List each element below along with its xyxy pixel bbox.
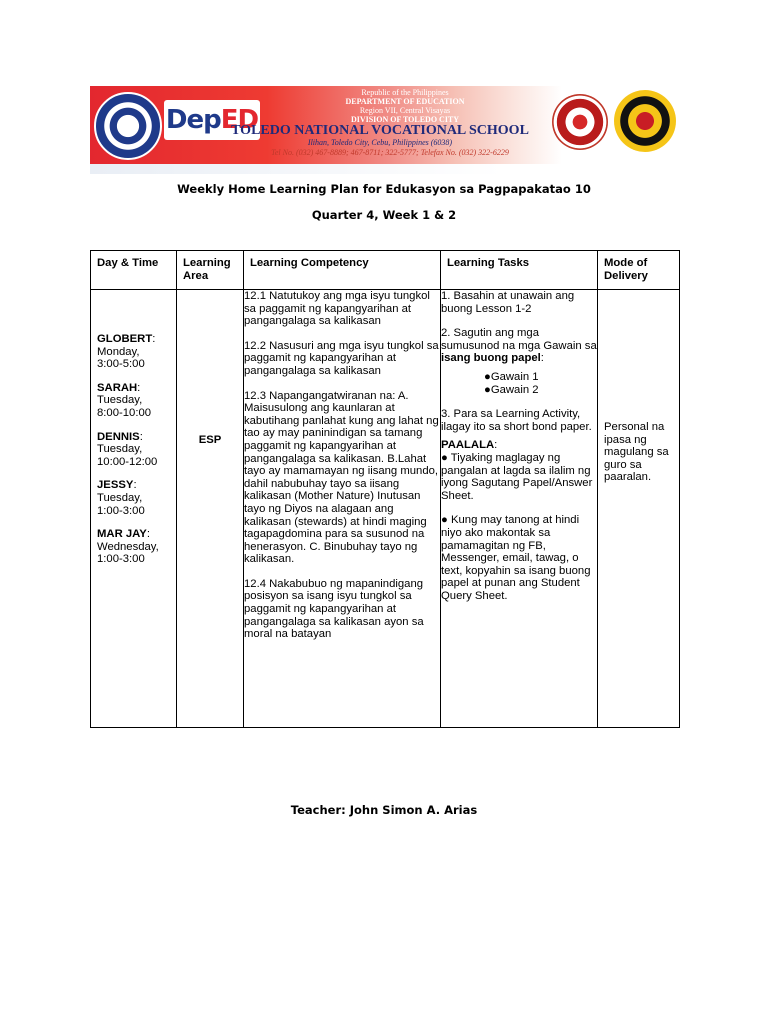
header-region: Region VII, Central Visayas (359, 106, 451, 115)
document-subtitle: Quarter 4, Week 1 & 2 (311, 208, 457, 222)
learning-area-cell: ESP (177, 290, 244, 728)
header-department: DEPARTMENT OF EDUCATION (345, 97, 465, 106)
schedule-entry: DENNIS: Tuesday, 10:00-12:00 (97, 430, 158, 468)
task-item: 1. Basahin at unawain ang buong Lesson 1-2 (441, 290, 575, 315)
school-seal-logo (552, 94, 608, 150)
schedule-entry: MAR JAY: Wednesday, 1:00-3:00 (97, 528, 159, 566)
table-header-row (91, 251, 680, 290)
division-seal-logo (614, 90, 676, 152)
learning-competency-cell (244, 290, 441, 728)
document-title: Weekly Home Learning Plan for Edukasyon sa Pagpapakatao 10 (177, 182, 591, 196)
header-learning-tasks: Learning Tasks (441, 251, 598, 290)
schedule-entry: GLOBERT: Monday, 3:00-5:00 (97, 333, 156, 371)
school-name: TOLEDO NATIONAL VOCATIONAL SCHOOL (231, 123, 529, 138)
learning-plan-table (90, 250, 680, 728)
competency-item: 12.4 Nakabubuo ng mapanindigang posisyon sa isang isyu tungkol sa paggamit ng kapangyarihan at pangangalaga sa kalikasan ayon sa moral na batayan (244, 577, 424, 641)
header-learning-area: Learning Area (177, 251, 244, 290)
header-republic: Republic of the Philippines (361, 88, 449, 97)
header-learning-competency: Learning Competency (244, 251, 441, 290)
schedule-entry: SARAH: Tuesday, 8:00-10:00 (97, 381, 152, 419)
letterhead-banner (90, 86, 680, 174)
gawain-item: ●Gawain 1 (484, 370, 539, 383)
competency-item: 12.3 Napangangatwiranan na: A. Maisusulong ang kaunlaran at kabutihang panlahat kung ang lahat ng tao ay may paninindigan sa tamang paggamit ng kapangyarihan at pangangalaga sa kalikasan. B.Lahat tayo ay mamamayan ng iisang mundo, dahil nabubuhay tayo sa iisang kalikasan (Mother Nature) Inutusan tayo ng Diyos na alagaan ang kalikasan (stewards) at hindi maging tagapagdomina para sa susunod na henerasyon. C. Binubuhay tayo ng kalikasan. (244, 389, 439, 566)
paalala-label: PAALALA: (441, 439, 498, 452)
note-item: ● Kung may tanong at hindi niyo ako makontak sa pamamagitan ng FB, Messenger, email, tawag, o text, kopyahin sa isang buong papel at punan ang Student Query Sheet. (441, 514, 591, 602)
learning-tasks-cell (441, 290, 598, 728)
task-item: 3. Para sa Learning Activity, ilagay ito sa short bond paper. (441, 408, 592, 433)
competency-item: 12.2 Nasusuri ang mga isyu tungkol sa paggamit ng kapangyarihan at pangangalaga sa kalikasan (244, 339, 439, 377)
task-item: 2. Sagutin ang mga sumusunod na mga Gawain sa isang buong papel: (441, 327, 597, 365)
schedule-entry: JESSY: Tuesday, 1:00-3:00 (97, 479, 145, 517)
competency-item: 12.1 Natutukoy ang mga isyu tungkol sa paggamit ng kapangyarihan at pangangalaga sa kalikasan (244, 290, 430, 328)
deped-logo: Dep ED (164, 100, 260, 140)
note-item: ● Tiyaking maglagay ng pangalan at lagda sa ilalim ng iyong Sagutang Papel/Answer Sheet. (441, 451, 593, 502)
day-time-cell (91, 290, 177, 728)
school-contact: Tel No. (032) 467-8889; 467-8711; 322-5777; Telefax No. (032) 322-6229 (271, 148, 509, 157)
deped-seal-logo (94, 92, 162, 160)
mode-of-delivery-cell: Personal na ipasa ng magulang sa guro sa paaralan. (598, 290, 680, 728)
gawain-item: ●Gawain 2 (484, 383, 539, 396)
table-row (91, 290, 680, 728)
header-division: DIVISION OF TOLEDO CITY (350, 115, 460, 124)
header-day-time: Day & Time (91, 251, 177, 290)
banner-strip (90, 164, 680, 174)
header-mode-of-delivery: Mode of Delivery (598, 251, 680, 290)
teacher-name: Teacher: John Simon A. Arias (290, 803, 478, 817)
school-address: Ilihan, Toledo City, Cebu, Philippines (6038) (307, 138, 453, 147)
